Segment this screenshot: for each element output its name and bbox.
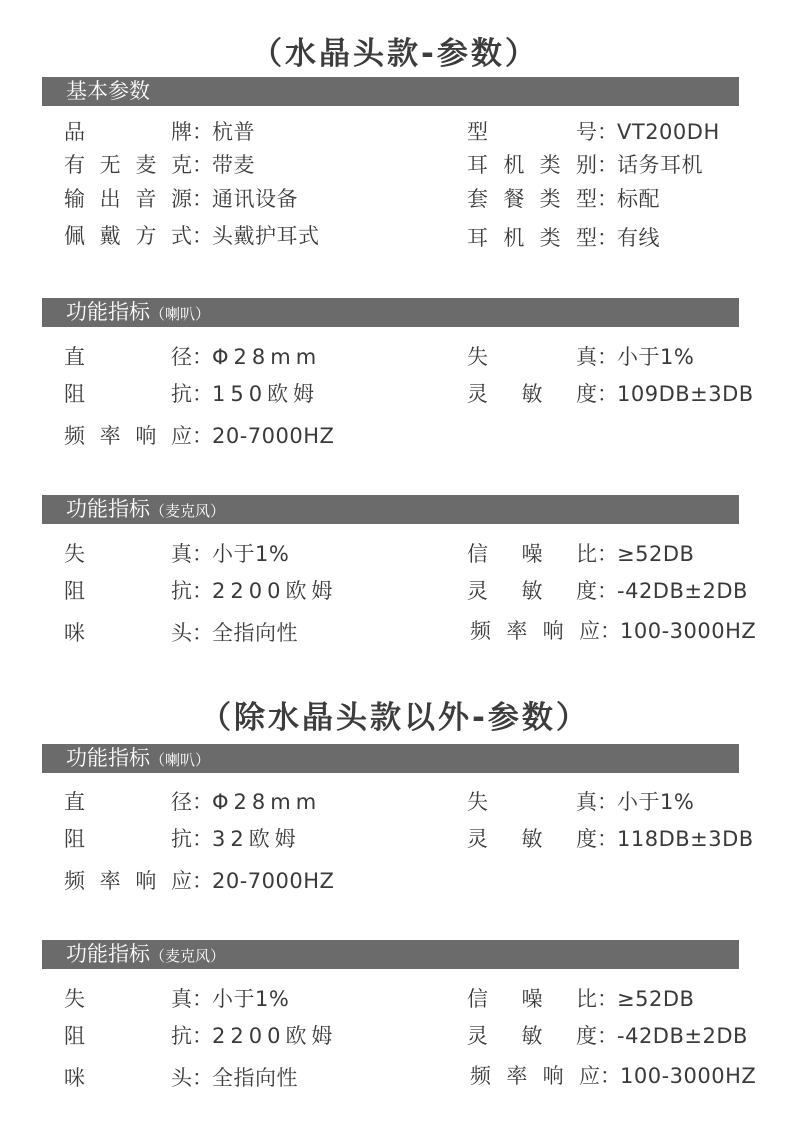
- spec-label: 频率响应: [64, 424, 192, 448]
- colon: ：: [597, 579, 618, 603]
- colon: ：: [192, 187, 213, 211]
- spec-value: -42DB±2DB: [617, 1024, 748, 1048]
- spec-value: Φ28mm: [212, 345, 322, 369]
- spec-value: 小于1%: [212, 542, 290, 566]
- spec-value: 有线: [617, 226, 660, 250]
- colon: ：: [192, 869, 213, 893]
- colon: ：: [192, 1066, 213, 1090]
- colon: ：: [192, 827, 213, 851]
- spec-label: 型号: [467, 120, 597, 144]
- spec-value: 全指向性: [212, 1066, 298, 1090]
- spec-mic-capsule: [64, 1062, 298, 1092]
- spec-impedance: [64, 823, 301, 853]
- spec-value: 通讯设备: [212, 187, 298, 211]
- spec-model: [467, 116, 720, 146]
- spec-label: 套餐类型: [467, 187, 597, 211]
- spec-label: 灵敏度: [467, 579, 597, 603]
- spec-value: 话务耳机: [617, 153, 703, 177]
- spec-brand: [64, 116, 255, 146]
- spec-label: 频率响应: [64, 869, 192, 893]
- spec-label: 灵敏度: [467, 1024, 597, 1048]
- spec-label: 信噪比: [467, 987, 597, 1011]
- spec-value: 杭普: [212, 120, 255, 144]
- spec-snr: [467, 983, 694, 1013]
- colon: ：: [192, 153, 213, 177]
- section-subtitle: （喇叭）: [150, 305, 211, 323]
- spec-label: 频率响应: [470, 1064, 600, 1088]
- section-subtitle: （麦克风）: [150, 502, 226, 520]
- spec-value: 100-3000HZ: [620, 619, 757, 643]
- spec-value: Φ28mm: [212, 790, 322, 814]
- spec-diameter: [64, 341, 321, 371]
- spec-value: 100-3000HZ: [620, 1064, 757, 1088]
- section-subtitle: （麦克风）: [150, 947, 226, 965]
- colon: ：: [600, 619, 621, 643]
- spec-label: 咪头: [64, 1066, 192, 1090]
- spec-package: [467, 183, 660, 213]
- spec-label: 阻抗: [64, 827, 192, 851]
- spec-frequency-response: [64, 865, 334, 895]
- spec-value: 2200欧姆: [212, 1024, 338, 1048]
- spec-label: 品牌: [64, 120, 192, 144]
- section-header-basic: [42, 77, 739, 106]
- spec-value: -42DB±2DB: [617, 579, 748, 603]
- section-title: 功能指标: [66, 497, 150, 521]
- section-title: 功能指标: [66, 300, 150, 324]
- spec-label: 灵敏度: [467, 382, 597, 406]
- spec-value: 全指向性: [212, 621, 298, 645]
- spec-impedance: [64, 378, 319, 408]
- spec-value: 118DB±3DB: [617, 827, 754, 851]
- spec-value: 109DB±3DB: [617, 382, 754, 406]
- spec-value: 小于1%: [212, 987, 290, 1011]
- spec-value: 小于1%: [617, 345, 695, 369]
- colon: ：: [192, 424, 213, 448]
- page-title: （水晶头款-参数）: [251, 36, 539, 72]
- colon: ：: [192, 579, 213, 603]
- spec-label: 直径: [64, 345, 192, 369]
- spec-label: 信噪比: [467, 542, 597, 566]
- spec-value: 带麦: [212, 153, 255, 177]
- spec-sensitivity: [467, 823, 754, 853]
- colon: ：: [597, 382, 618, 406]
- colon: ：: [597, 987, 618, 1011]
- spec-value: ≥52DB: [617, 542, 695, 566]
- section-header-speaker-1: [42, 298, 739, 327]
- spec-output-source: [64, 183, 298, 213]
- spec-value: 标配: [617, 187, 660, 211]
- spec-mic-capsule: [64, 617, 298, 647]
- spec-label: 咪头: [64, 621, 192, 645]
- spec-label: 输出音源: [64, 187, 192, 211]
- colon: ：: [192, 790, 213, 814]
- spec-label: 失真: [64, 542, 192, 566]
- spec-impedance: [64, 1020, 337, 1050]
- spec-label: 阻抗: [64, 1024, 192, 1048]
- spec-value: 32欧姆: [212, 827, 301, 851]
- spec-label: 失真: [467, 790, 597, 814]
- spec-value: ≥52DB: [617, 987, 695, 1011]
- colon: ：: [192, 224, 213, 248]
- colon: ：: [597, 542, 618, 566]
- colon: ：: [597, 187, 618, 211]
- section-title: 功能指标: [66, 746, 150, 770]
- colon: ：: [192, 1024, 213, 1048]
- section-header-speaker-2: [42, 744, 739, 773]
- spec-label: 直径: [64, 790, 192, 814]
- spec-distortion: [467, 341, 694, 371]
- spec-label: 耳机类别: [467, 153, 597, 177]
- spec-earphone-category: [467, 149, 703, 179]
- section-title: 功能指标: [66, 942, 150, 966]
- spec-snr: [467, 538, 694, 568]
- colon: ：: [597, 790, 618, 814]
- colon: ：: [192, 382, 213, 406]
- section-title: 基本参数: [66, 79, 150, 103]
- spec-value: 头戴护耳式: [212, 224, 320, 248]
- spec-label: 阻抗: [64, 579, 192, 603]
- spec-label: 阻抗: [64, 382, 192, 406]
- spec-value: 150欧姆: [212, 382, 320, 406]
- spec-frequency-response: [64, 420, 334, 450]
- spec-value: VT200DH: [617, 120, 720, 144]
- spec-label: 耳机类型: [467, 226, 597, 250]
- spec-label: 失真: [64, 987, 192, 1011]
- colon: ：: [192, 345, 213, 369]
- colon: ：: [597, 345, 618, 369]
- spec-label: 有无麦克: [64, 153, 192, 177]
- spec-diameter: [64, 786, 321, 816]
- spec-label: 失真: [467, 345, 597, 369]
- colon: ：: [192, 621, 213, 645]
- spec-sensitivity: [467, 575, 748, 605]
- section-subtitle: （喇叭）: [150, 751, 211, 769]
- colon: ：: [192, 542, 213, 566]
- spec-wearing: [64, 220, 320, 250]
- spec-label: 灵敏度: [467, 827, 597, 851]
- spec-sensitivity: [467, 378, 754, 408]
- colon: ：: [597, 153, 618, 177]
- colon: ：: [597, 827, 618, 851]
- spec-label: 频率响应: [470, 619, 600, 643]
- spec-frequency-response: [470, 615, 756, 645]
- spec-earphone-type: [467, 222, 660, 252]
- spec-sensitivity: [467, 1020, 748, 1050]
- section-heading: （除水晶头款以外-参数）: [200, 700, 590, 736]
- colon: ：: [597, 1024, 618, 1048]
- colon: ：: [597, 120, 618, 144]
- spec-impedance: [64, 575, 337, 605]
- colon: ：: [192, 120, 213, 144]
- spec-value: 小于1%: [617, 790, 695, 814]
- spec-frequency-response: [470, 1060, 756, 1090]
- spec-mic: [64, 149, 255, 179]
- colon: ：: [192, 987, 213, 1011]
- colon: ：: [597, 226, 618, 250]
- colon: ：: [600, 1064, 621, 1088]
- section-header-mic-2: [42, 940, 739, 969]
- spec-value: 20-7000HZ: [212, 869, 335, 893]
- spec-distortion: [64, 983, 289, 1013]
- section-header-mic-1: [42, 495, 739, 524]
- spec-label: 佩戴方式: [64, 224, 192, 248]
- spec-distortion: [64, 538, 289, 568]
- spec-distortion: [467, 786, 694, 816]
- spec-value: 2200欧姆: [212, 579, 338, 603]
- spec-value: 20-7000HZ: [212, 424, 335, 448]
